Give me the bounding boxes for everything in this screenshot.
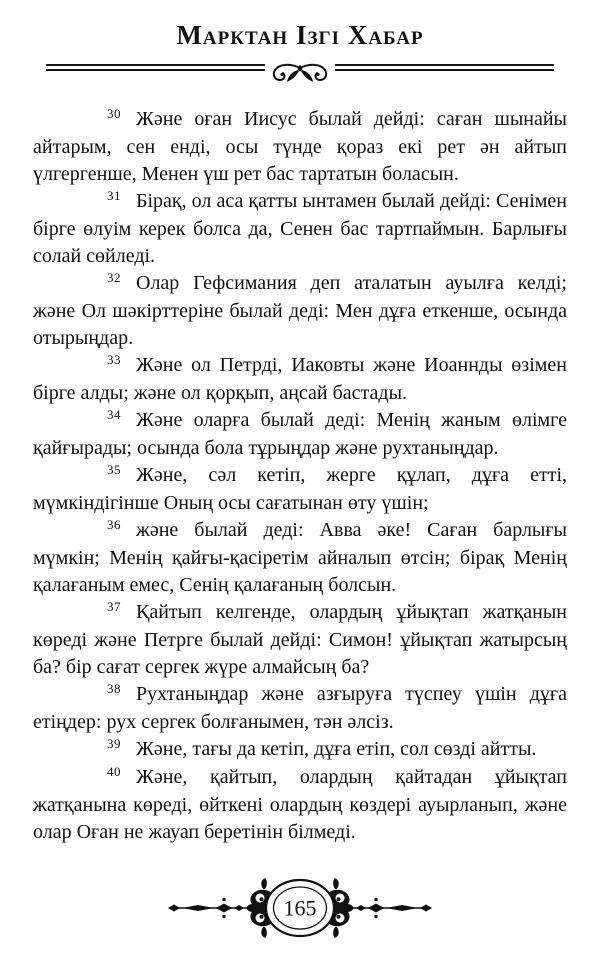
verse-text: және былай деді: Авва әке! Саған барлығы мүмкін; Менің қайғы-қасіретім айналып өтсін; бірақ Менің қалағаным емес, Сенің қалағаның болсын.	[33, 519, 567, 596]
verse-number: 31	[107, 188, 121, 203]
verse-paragraph	[33, 517, 567, 599]
verse-text: Және, тағы да кетіп, дұға етіп, сол сөзді айтты.	[136, 738, 537, 760]
verse-number: 40	[107, 764, 121, 779]
verse-paragraph	[33, 188, 567, 270]
verse-paragraph	[33, 599, 567, 681]
footer-ornament-icon	[0, 876, 600, 940]
header-flourish-icon	[263, 61, 337, 91]
verse-paragraph	[33, 681, 567, 736]
verse-text: Рухтаныңдар және азғыруға түспеу үшін дұға етіңдер: рух сергек болғанымен, тән әлсіз.	[33, 683, 567, 733]
verse-number: 33	[107, 352, 121, 367]
verse-text: Олар Гефсимания деп аталатын ауылға келді; және Ол шәкірттеріне былай деді: Мен дұға еткенше, осында отырыңдар.	[33, 272, 567, 349]
verse-paragraph	[33, 352, 567, 407]
verse-number: 38	[107, 681, 121, 696]
verse-paragraph	[33, 462, 567, 517]
verse-text: Және, қайтып, олардың қайтадан ұйықтап жатқанына көреді, өйткені олардың көздері ауырланып, және олар Оған не жауап беретінін білмеді.	[33, 766, 567, 843]
verse-text: Және оларға былай деді: Менің жаным өлімге қайғырады; осында бола тұрыңдар және рухтаныңдар.	[33, 409, 567, 459]
verses-section	[33, 106, 567, 846]
verse-paragraph	[33, 270, 567, 352]
verse-text: Қайтып келгенде, олардың ұйықтап жатқанын көреді және Петрге былай дейді: Симон! ұйықтап жатырсың ба? бір сағат сергек жүре алмайсың ба?	[33, 601, 567, 678]
verse-number: 30	[107, 106, 121, 121]
verse-paragraph	[33, 764, 567, 846]
verse-text: Және ол Петрді, Иаковты және Иоаннды өзімен бірге алды; және ол қорқып, аңсай бастады.	[33, 354, 567, 404]
verse-number: 36	[107, 517, 121, 532]
verse-paragraph	[33, 106, 567, 188]
verse-text: Және оған Иисус былай дейді: саған шынайы айтарым, сен енді, осы түнде қораз екі рет ән айтып үлгергенше, Менен үш рет бас тартатын боласын.	[33, 108, 567, 185]
verse-paragraph	[33, 407, 567, 462]
verse-text: Және, сәл кетіп, жерге құлап, дұға етті, мүмкіндігінше Оның осы сағатынан өту үшін;	[33, 464, 567, 514]
header-rule	[46, 64, 554, 71]
verse-number: 32	[107, 270, 121, 285]
page-number: 165	[283, 895, 317, 921]
page-title: Марктан Ізгі Хабар	[176, 20, 424, 50]
verse-number: 37	[107, 599, 121, 614]
verse-number: 34	[107, 407, 121, 422]
verse-number: 39	[107, 736, 121, 751]
verse-number: 35	[107, 462, 121, 477]
verse-text: Бірақ, ол аса қатты ынтамен былай дейді: Сенімен бірге өлуім керек болса да, Сенен бас тартпаймын. Барлығы солай сөйледі.	[33, 190, 567, 267]
